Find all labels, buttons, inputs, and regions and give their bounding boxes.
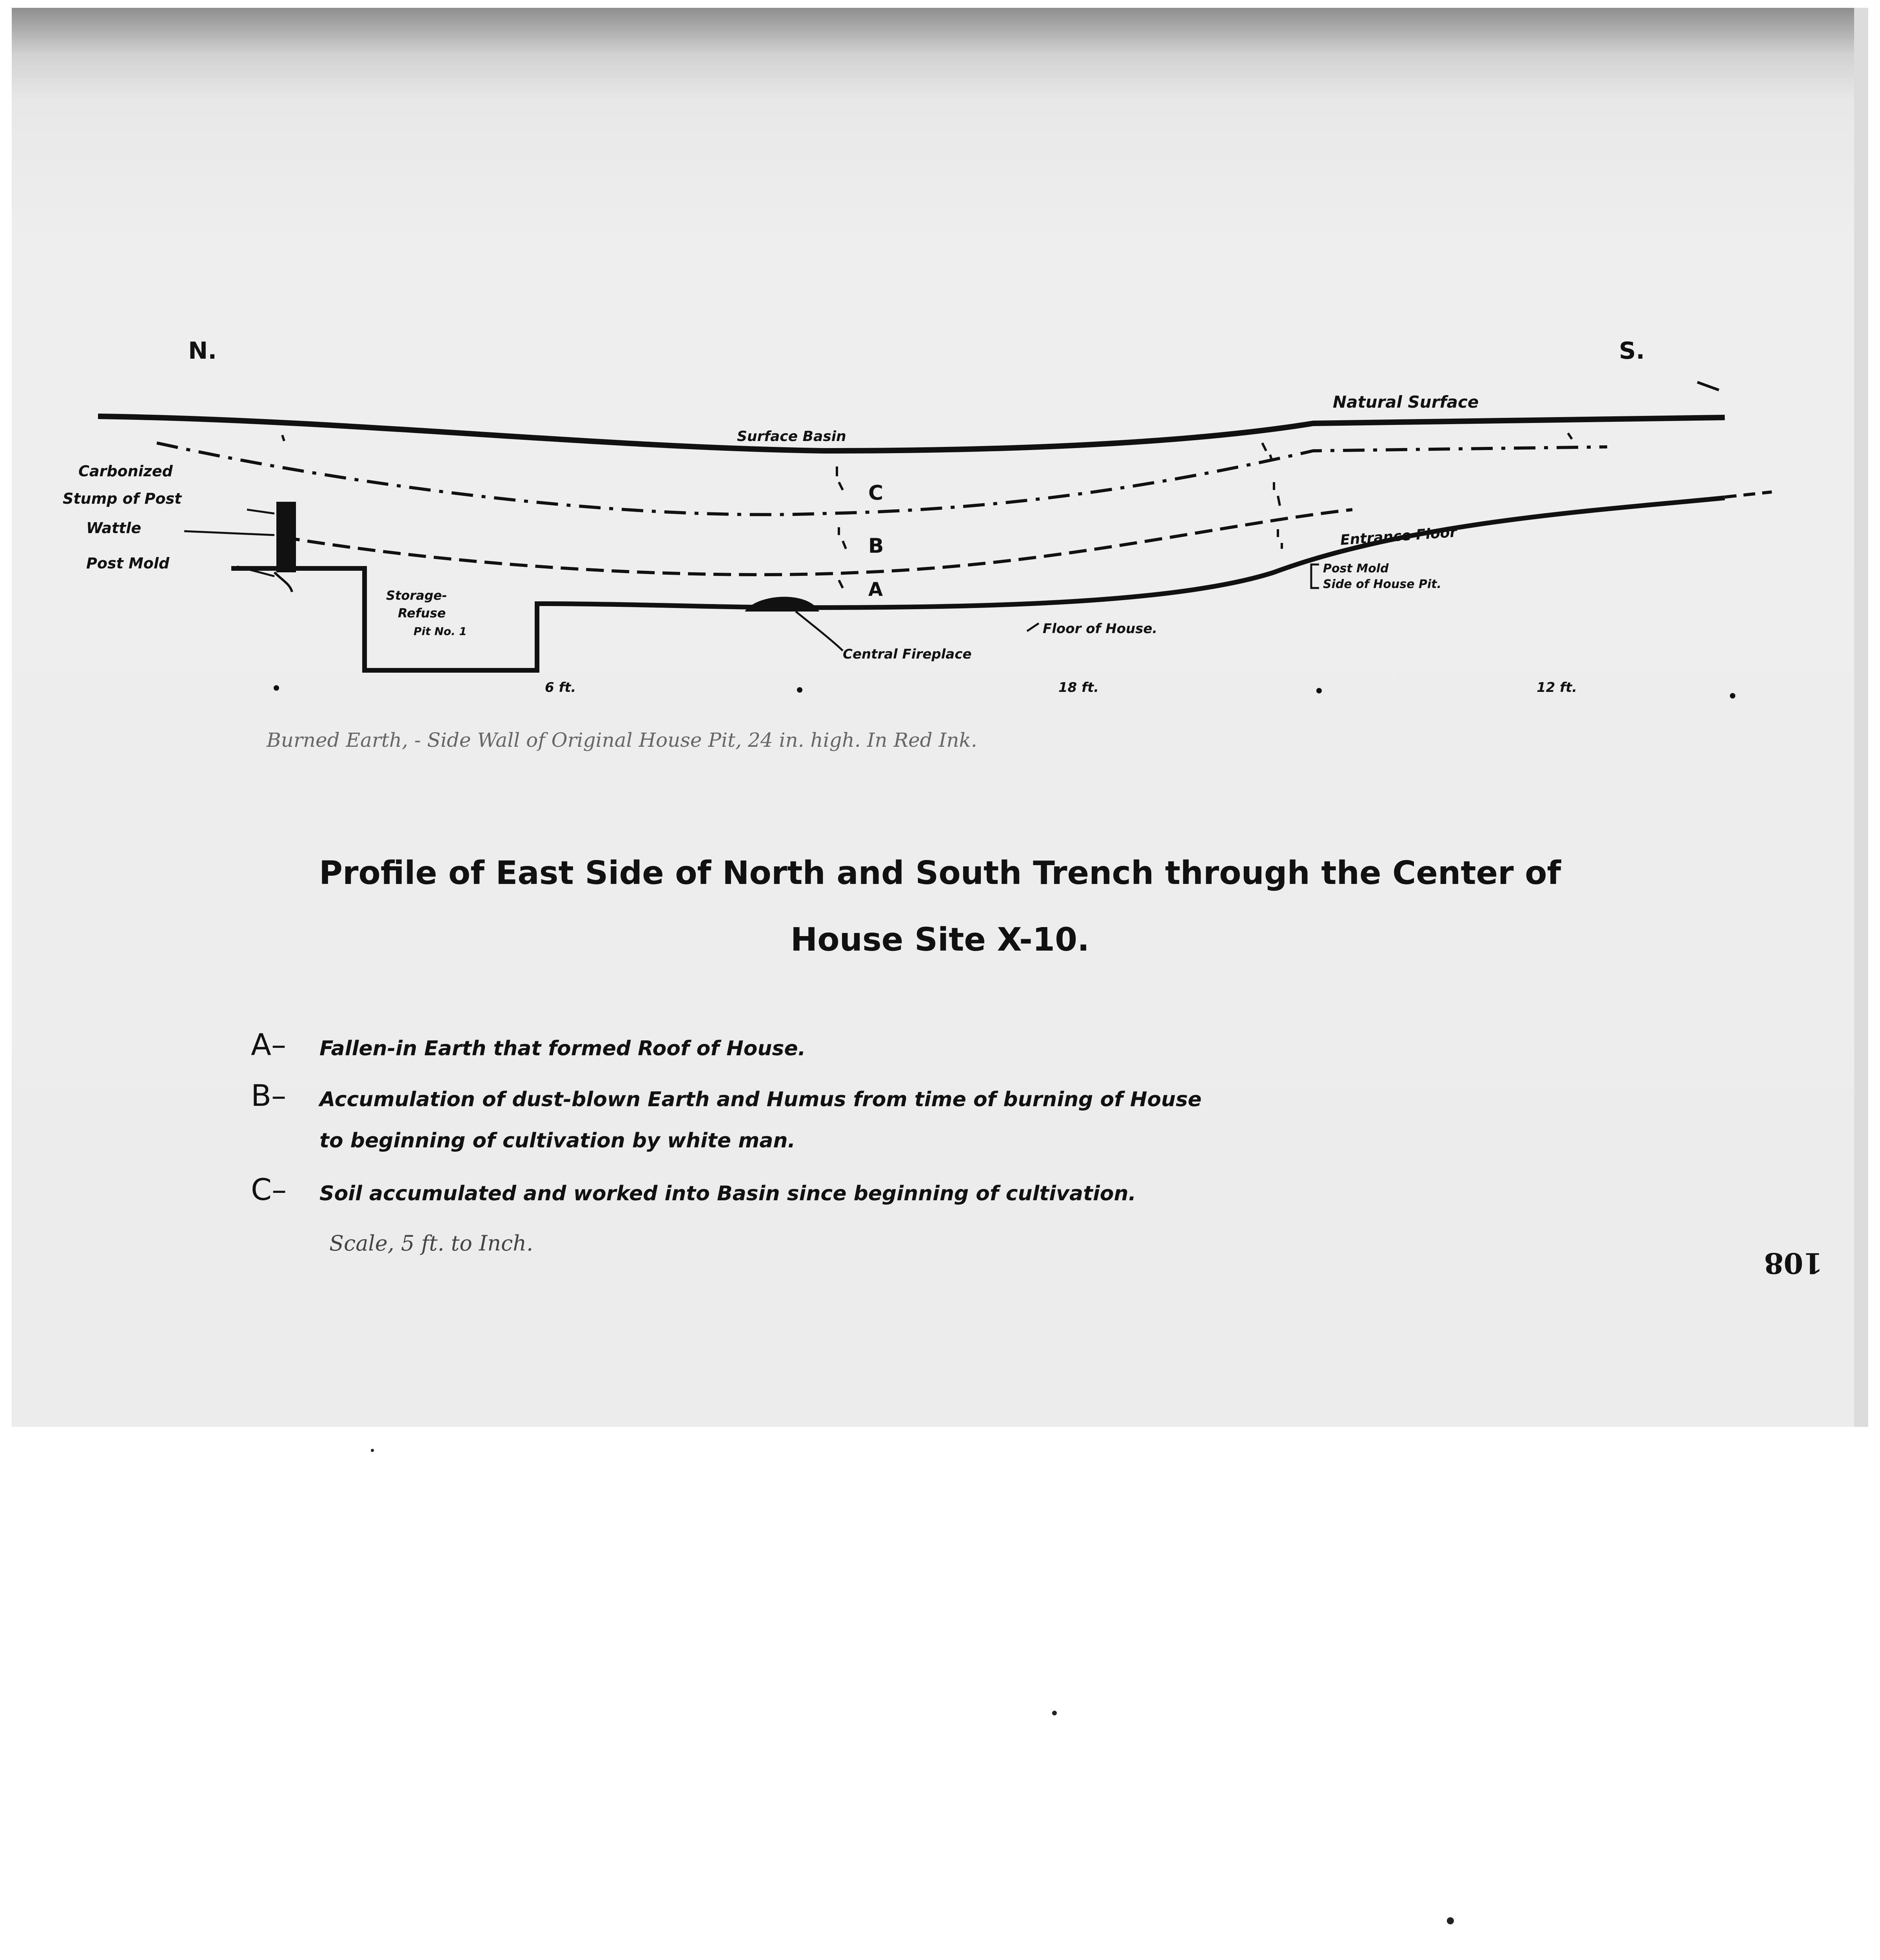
entrance-extension bbox=[1725, 492, 1772, 497]
legend-c-text: Soil accumulated and worked into Basin since beginning of cultivation. bbox=[319, 1182, 1136, 1205]
legend-b-key: B– bbox=[251, 1078, 287, 1113]
storage-label-1: Storage- bbox=[386, 588, 447, 603]
post-mold-side-label: Post Mold bbox=[1323, 562, 1389, 575]
legend-scale: Scale, 5 ft. to Inch. bbox=[329, 1231, 534, 1256]
south-label: S. bbox=[1619, 337, 1645, 365]
layer-c-label: C bbox=[868, 481, 884, 505]
storage-label-3: Pit No. 1 bbox=[414, 625, 467, 638]
legend-b-text-line1: Accumulation of dust-blown Earth and Humus from time of burning of House bbox=[319, 1088, 1202, 1111]
side-of-house-pit-label: Side of House Pit. bbox=[1323, 577, 1441, 591]
side-pit-bracket bbox=[1311, 564, 1319, 588]
trench-profile-diagram bbox=[0, 0, 1880, 784]
carbonized-leader bbox=[247, 510, 274, 514]
central-fireplace-label: Central Fireplace bbox=[843, 646, 972, 662]
natural-surface-line bbox=[98, 416, 1725, 451]
legend-a-text: Fallen-in Earth that formed Roof of House. bbox=[319, 1037, 806, 1060]
carbonized-label-1: Carbonized bbox=[78, 463, 173, 480]
post-mold-label: Post Mold bbox=[86, 555, 170, 572]
layer-b-label: B bbox=[868, 534, 884, 558]
carbonized-label-2: Stump of Post bbox=[63, 490, 182, 507]
south-tick-mark bbox=[1697, 382, 1719, 390]
wattle-mark bbox=[274, 572, 292, 592]
north-label: N. bbox=[188, 337, 217, 365]
natural-surface-label: Natural Surface bbox=[1333, 392, 1479, 412]
burned-earth-note: Burned Earth, - Side Wall of Original House Pit, 24 in. high. In Red Ink. bbox=[267, 729, 977, 751]
storage-label-2: Refuse bbox=[398, 606, 446, 621]
scale-6ft-label: 6 ft. bbox=[545, 680, 576, 695]
wattle-leader bbox=[184, 531, 274, 535]
scale-18ft-label: 18 ft. bbox=[1058, 680, 1099, 695]
surface-basin-label: Surface Basin bbox=[737, 428, 846, 445]
profile-title-line1: Profile of East Side of North and South Trench through the Center of bbox=[319, 855, 1561, 892]
house-floor-line bbox=[231, 498, 1725, 670]
legend-a-key: A– bbox=[251, 1027, 286, 1062]
legend-b-text-line2: to beginning of cultivation by white man. bbox=[319, 1129, 796, 1152]
central-fireplace bbox=[745, 597, 819, 612]
legend-c-key: C– bbox=[251, 1172, 287, 1207]
carbonized-post-stump bbox=[276, 502, 296, 572]
layer-b-boundary bbox=[282, 510, 1352, 575]
layer-a-label: A bbox=[868, 579, 883, 601]
page-number: 108 bbox=[1764, 1247, 1823, 1280]
wattle-label: Wattle bbox=[86, 519, 142, 537]
floor-of-house-label: Floor of House. bbox=[1043, 621, 1158, 637]
floor-leader bbox=[1027, 623, 1039, 631]
scale-12ft-label: 12 ft. bbox=[1537, 680, 1577, 695]
fireplace-leader bbox=[796, 612, 843, 651]
profile-title-line2: House Site X-10. bbox=[790, 921, 1090, 958]
entrance-floor-label: Entrance Floor bbox=[1339, 524, 1457, 548]
scale-dots bbox=[274, 685, 1735, 699]
